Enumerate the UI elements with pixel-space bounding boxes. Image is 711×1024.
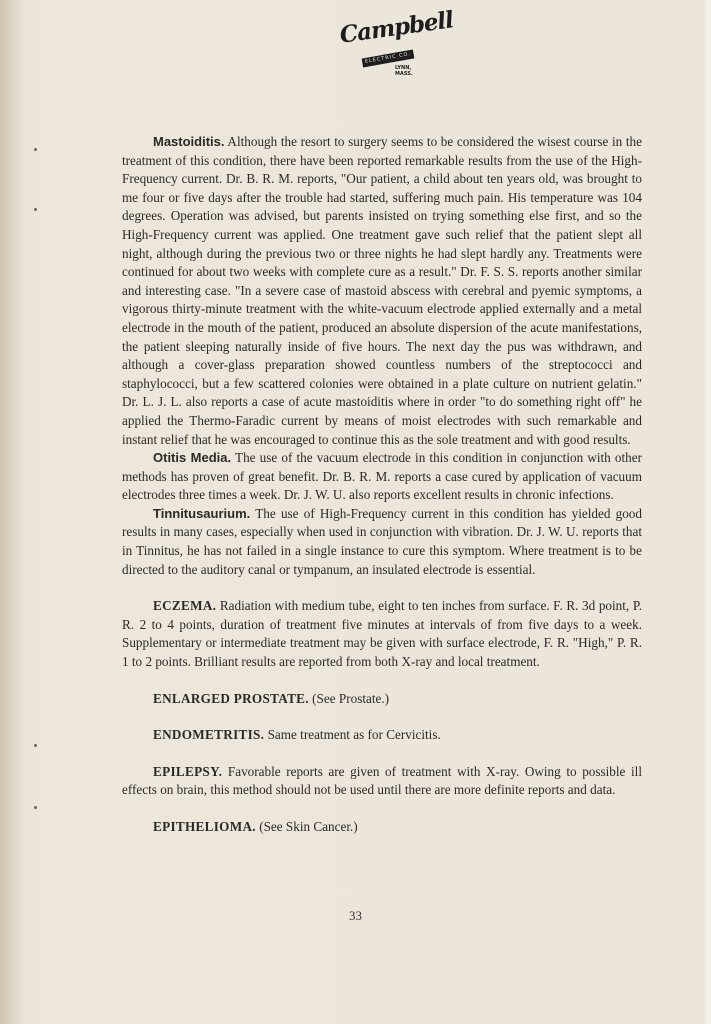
entry-otitis-media <box>122 449 642 505</box>
entry-epilepsy <box>122 763 642 800</box>
page-body <box>122 133 642 837</box>
entry-heading: Mastoiditis. <box>153 134 225 149</box>
entry-text: Same treatment as for Cervicitis. <box>267 727 441 743</box>
binding-edge <box>0 0 22 1024</box>
entry-text: (See Prostate.) <box>312 690 390 706</box>
entry-heading: Tinnitusaurium. <box>153 505 251 521</box>
margin-mark <box>34 208 37 211</box>
page-edge <box>705 0 711 1024</box>
entry-mastoiditis <box>122 133 642 449</box>
entry-text: The use of the vacuum electrode in this condition in conjunction with other methods has proven of great benefit. Dr. B. R. M. reports a case cured by application of vacuum electrodes three times a week. Dr. J. W. U. also reports excellent results in chronic infections. <box>122 450 642 503</box>
entry-text: Although the resort to surgery seems to be considered the wisest course in the treatment of this condition, there have been reported remarkable results from the use of the High-Frequency current. Dr. B. R. M. reports, "Our patient, a child about ten years old, was brought to me four or five days after the trouble had started, suffering much pain. His temperature was 104 degrees. Operation was advised, but parents insisted on trying something else first, and so the High-Frequency current was applied. One treatment gave such relief that the patient slept all night, although during the previous two or three nights he had slept hardly any. Treatments were continued for about two weeks with complete cure as a result." Dr. F. S. S. reports another similar and interesting case. "In a severe case of mastoid abscess with cerebral and pyemic symptoms, a vigorous thirty-minute treatment with the white-vacuum electrode applied externally and a metal electrode in the mouth of the patient, produced an absolute dispersion of the acute manifestations, the patient sleeping naturally inside of five hours. The next day the pus was withdrawn, and although a cover-glass preparation showed countless numbers of the streptococci and staphylococci, but a few scattered colonies were obtained in a plate culture on nutrient gelatin." Dr. L. J. L. also reports a case of acute mastoiditis where in order "to do something right off" he applied the Thermo-Faradic current by means of moist electrodes with such remarkable and instant relief that he was encouraged to continue this as the sole treatment and with good results. <box>122 134 642 447</box>
entry-heading: ENLARGED PROSTATE. <box>153 690 309 706</box>
campbell-logo <box>338 6 455 77</box>
entry-tinnitusaurium <box>122 505 642 579</box>
logo-city: LYNN, MASS. <box>395 65 413 77</box>
margin-mark <box>34 806 37 809</box>
entry-heading: EPITHELIOMA. <box>153 819 256 834</box>
entry-text: The use of High-Frequency current in this condition has yielded good results in many cases, especially when used in conjunction with vibration. Dr. J. W. U. reports that in Tinnitus, he has not failed in a single instance to cure this symptom. Where treatment is to be directed to the auditory canal or tympanum, an insulated electrode is essential. <box>122 505 642 577</box>
entry-heading: Otitis Media. <box>153 450 232 466</box>
entry-text: Favorable reports are given of treatment with X-ray. Owing to possible ill effects on brain, this method should not be used until there are more definite reports and data. <box>122 763 643 798</box>
entry-heading: ENDOMETRITIS. <box>153 727 265 743</box>
entry-enlarged-prostate <box>122 690 642 709</box>
margin-mark <box>34 744 37 747</box>
page-number: 33 <box>349 908 362 923</box>
entry-heading: ECZEMA. <box>153 598 217 614</box>
logo-wordmark: Campbell <box>338 6 455 49</box>
entry-endometritis <box>122 726 642 745</box>
margin-mark <box>34 148 37 151</box>
entry-heading: EPILEPSY. <box>153 763 223 779</box>
entry-text: (See Skin Cancer.) <box>259 819 358 834</box>
logo-banner: ELECTRIC CO. <box>362 50 415 68</box>
entry-eczema <box>122 597 642 671</box>
entry-epithelioma <box>122 818 642 837</box>
entry-text: Radiation with medium tube, eight to ten inches from surface. F. R. 3d point, P. R. 2 to 4 points, duration of treatment five minutes at intervals of from five days to a week. Supplementary or intermediate treatment may be given with surface electrode, F. R. "High," P. R. 1 to 2 points. Brilliant results are reported from both X-ray and local treatment. <box>122 598 642 670</box>
